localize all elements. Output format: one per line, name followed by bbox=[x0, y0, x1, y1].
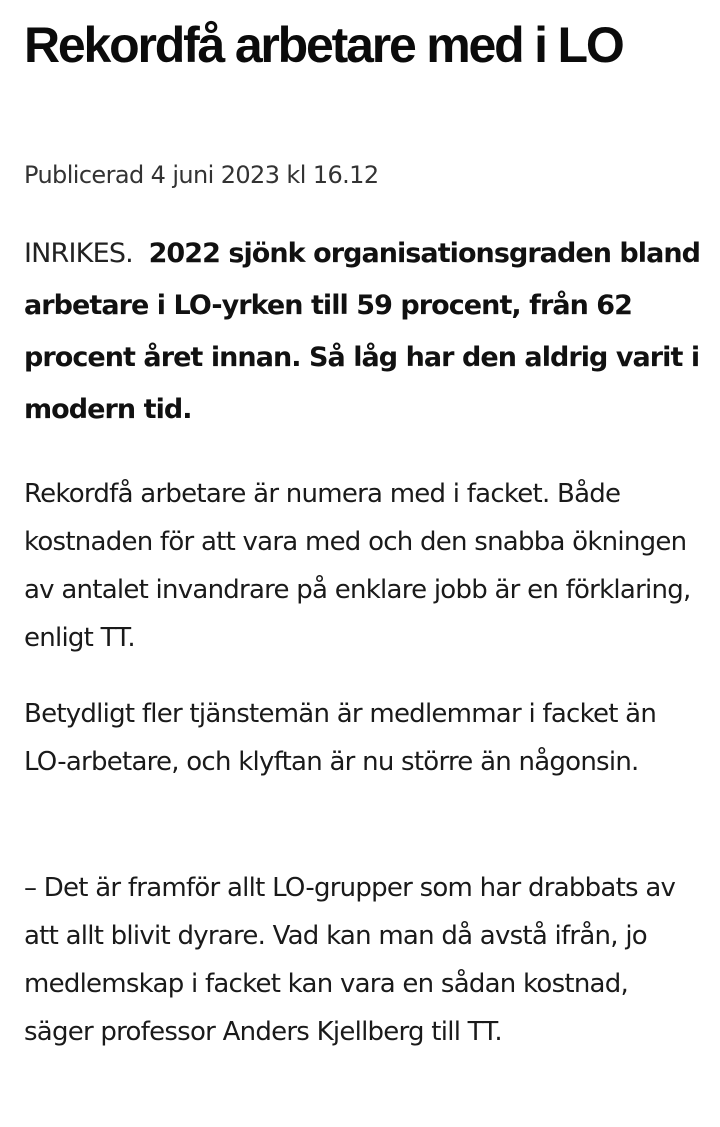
publish-date: Publicerad 4 juni 2023 kl 16.12 bbox=[24, 161, 379, 189]
article-headline: Rekordfå arbetare med i LO bbox=[24, 17, 623, 73]
article-lead bbox=[24, 228, 704, 436]
body-paragraph: – Det är framför allt LO-grupper som har drabbats av att allt blivit dyrare. Vad kan man då avstå ifrån, jo medlemskap i facket kan vara en sådan kostnad, säger professor Anders Kjellberg till TT. bbox=[24, 873, 676, 1047]
section-label: INRIKES. bbox=[24, 238, 133, 269]
body-paragraph: Rekordfå arbetare är numera med i facket. Både kostnaden för att vara med och den snabba ökningen av antalet invandrare på enklare jobb är en förklaring, enligt TT. bbox=[24, 479, 691, 653]
body-paragraph: Betydligt fler tjänstemän är medlemmar i facket än LO-arbetare, och klyftan är nu större än någonsin. bbox=[24, 699, 657, 777]
article-ingress: 2022 sjönk organisationsgraden bland arbetare i LO-yrken till 59 procent, från 62 procent året innan. Så låg har den aldrig varit i modern tid. bbox=[24, 238, 701, 425]
